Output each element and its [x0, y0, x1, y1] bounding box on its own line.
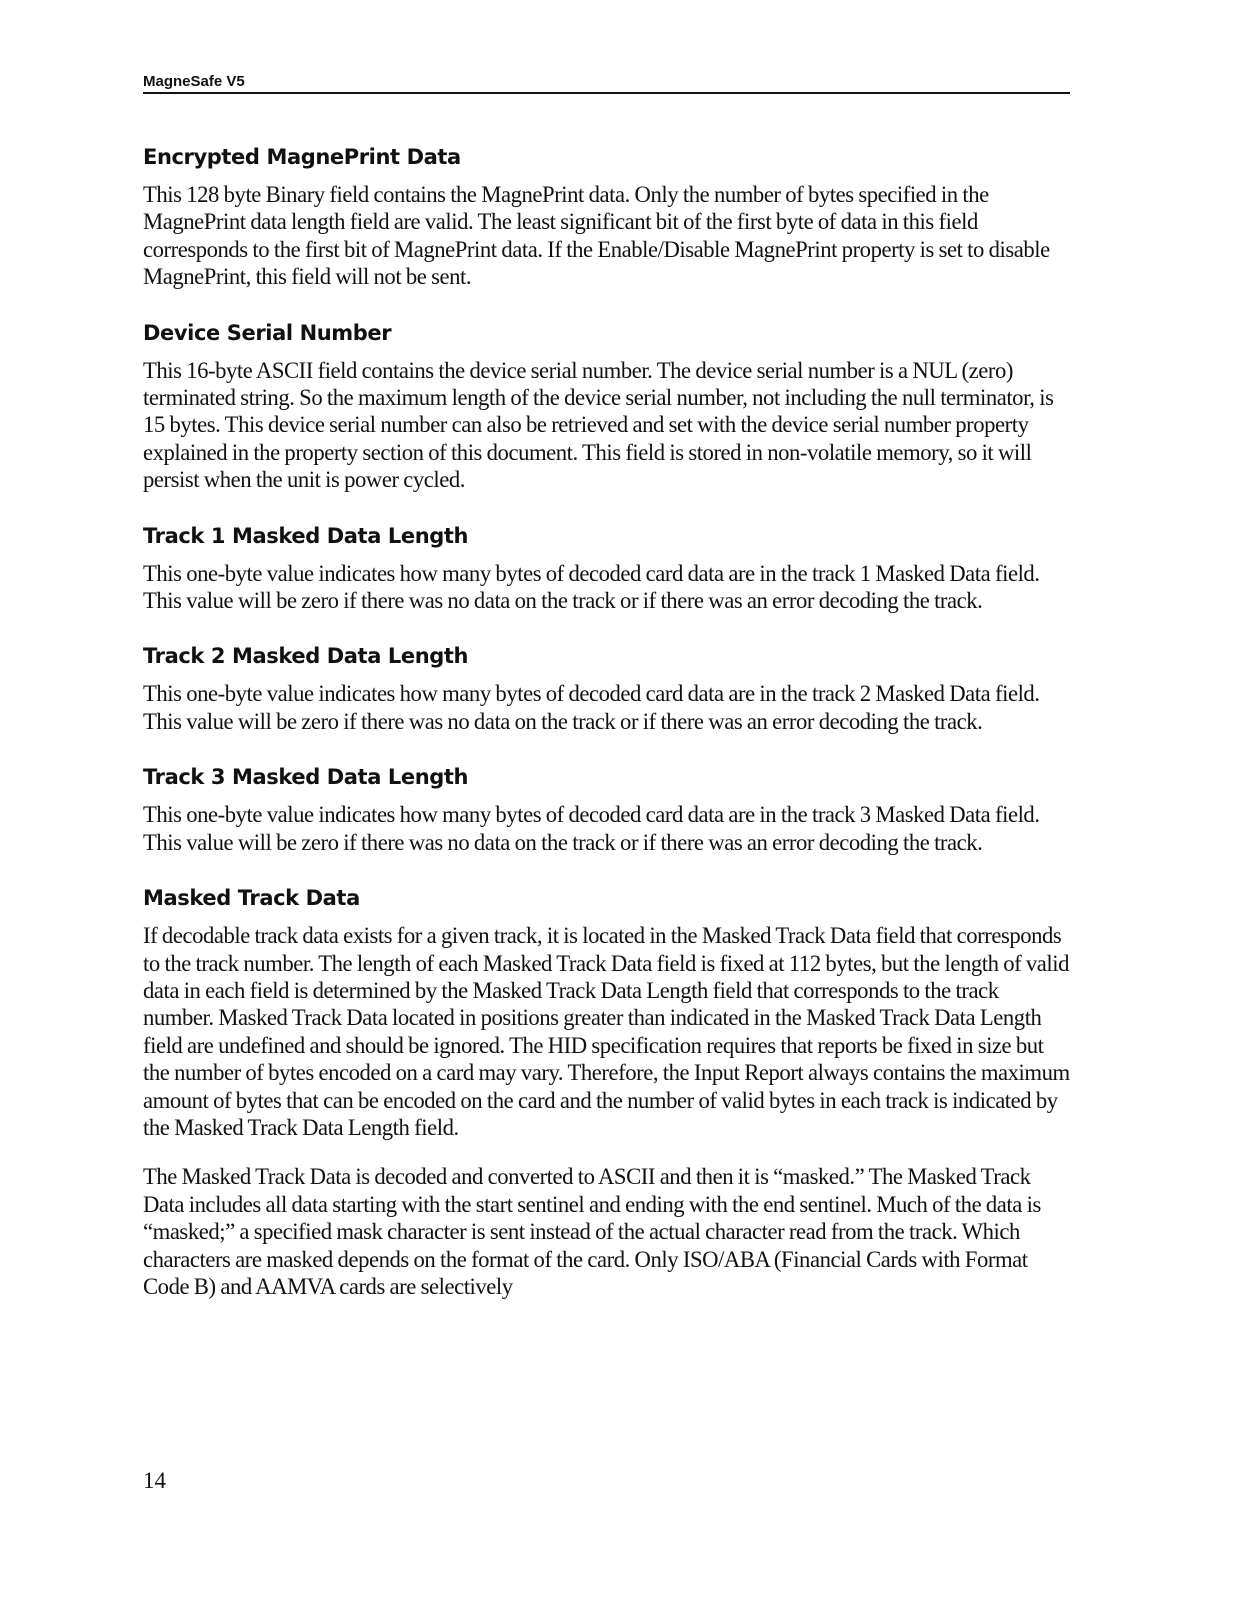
section-heading: Device Serial Number — [143, 320, 392, 345]
section-masked-track-data — [143, 884, 1073, 1300]
page-body — [143, 143, 1073, 1322]
section-track-1-masked-data-length — [143, 522, 1073, 615]
section-heading: Track 2 Masked Data Length — [143, 644, 469, 669]
section-device-serial-number — [143, 319, 1073, 494]
page-number: 14 — [143, 1468, 166, 1493]
section-heading: Encrypted MagnePrint Data — [143, 145, 461, 169]
document-title: MagneSafe V5 — [143, 73, 245, 90]
paragraph: The Masked Track Data is decoded and converted to ASCII and then it is “masked.” The Masked Track Data includes all data starting with the start sentinel and ending with the end sentinel. Much of the data is “masked;” a specified mask character is sent instead of the actual character read from the track. Which characters are masked depends on the format of the card. Only ISO/ABA (Financial Cards with Format Code B) and AAMVA cards are selectively — [143, 1164, 1041, 1299]
section-heading: Track 1 Masked Data Length — [143, 523, 469, 548]
paragraph: This one-byte value indicates how many bytes of decoded card data are in the track 1 Masked Data field. This value will be zero if there was no data on the track or if there was an error decoding the track. — [143, 560, 1040, 614]
paragraph: This one-byte value indicates how many bytes of decoded card data are in the track 2 Masked Data field. This value will be zero if there was no data on the track or if there was an error decoding the track. — [143, 681, 1040, 734]
paragraph: If decodable track data exists for a given track, it is located in the Masked Track Data field that corresponds to the track number. The length of each Masked Track Data field is fixed at 112 bytes, but the length of valid data in each field is determined by the Masked Track Data Length field that corresponds to the track number. Masked Track Data located in positions greater than indicated in the Masked Track Data Length field are undefined and should be ignored. The HID specification requires that reports be fixed in size but the number of bytes encoded on a card may vary. Therefore, the Input Report always contains the maximum amount of bytes that can be encoded on the card and the number of valid bytes in each track is indicated by the Masked Track Data Length field. — [143, 923, 1070, 1140]
section-heading: Track 3 Masked Data Length — [143, 765, 469, 790]
paragraph: This 128 byte Binary field contains the MagnePrint data. Only the number of bytes specified in the MagnePrint data length field are valid. The least significant bit of the first byte of data in this field corresponds to the first bit of MagnePrint data. If the Enable/Disable MagnePrint property is set to disable MagnePrint, this field will not be sent. — [143, 182, 1050, 290]
section-track-2-masked-data-length — [143, 642, 1073, 735]
page-header — [143, 72, 1070, 94]
section-track-3-masked-data-length — [143, 763, 1073, 856]
paragraph: This 16-byte ASCII field contains the device serial number. The device serial number is a NUL (zero) terminated string. So the maximum length of the device serial number, not including the null terminator, is 15 bytes. This device serial number can also be retrieved and set with the device serial number property explained in the property section of this document. This field is stored in non-volatile memory, so it will persist when the unit is power cycled. — [143, 357, 1054, 493]
section-encrypted-magneprint-data — [143, 143, 1073, 291]
paragraph: This one-byte value indicates how many bytes of decoded card data are in the track 3 Masked Data field. This value will be zero if there was no data on the track or if there was an error decoding the track. — [143, 802, 1040, 855]
section-heading: Masked Track Data — [143, 886, 360, 911]
